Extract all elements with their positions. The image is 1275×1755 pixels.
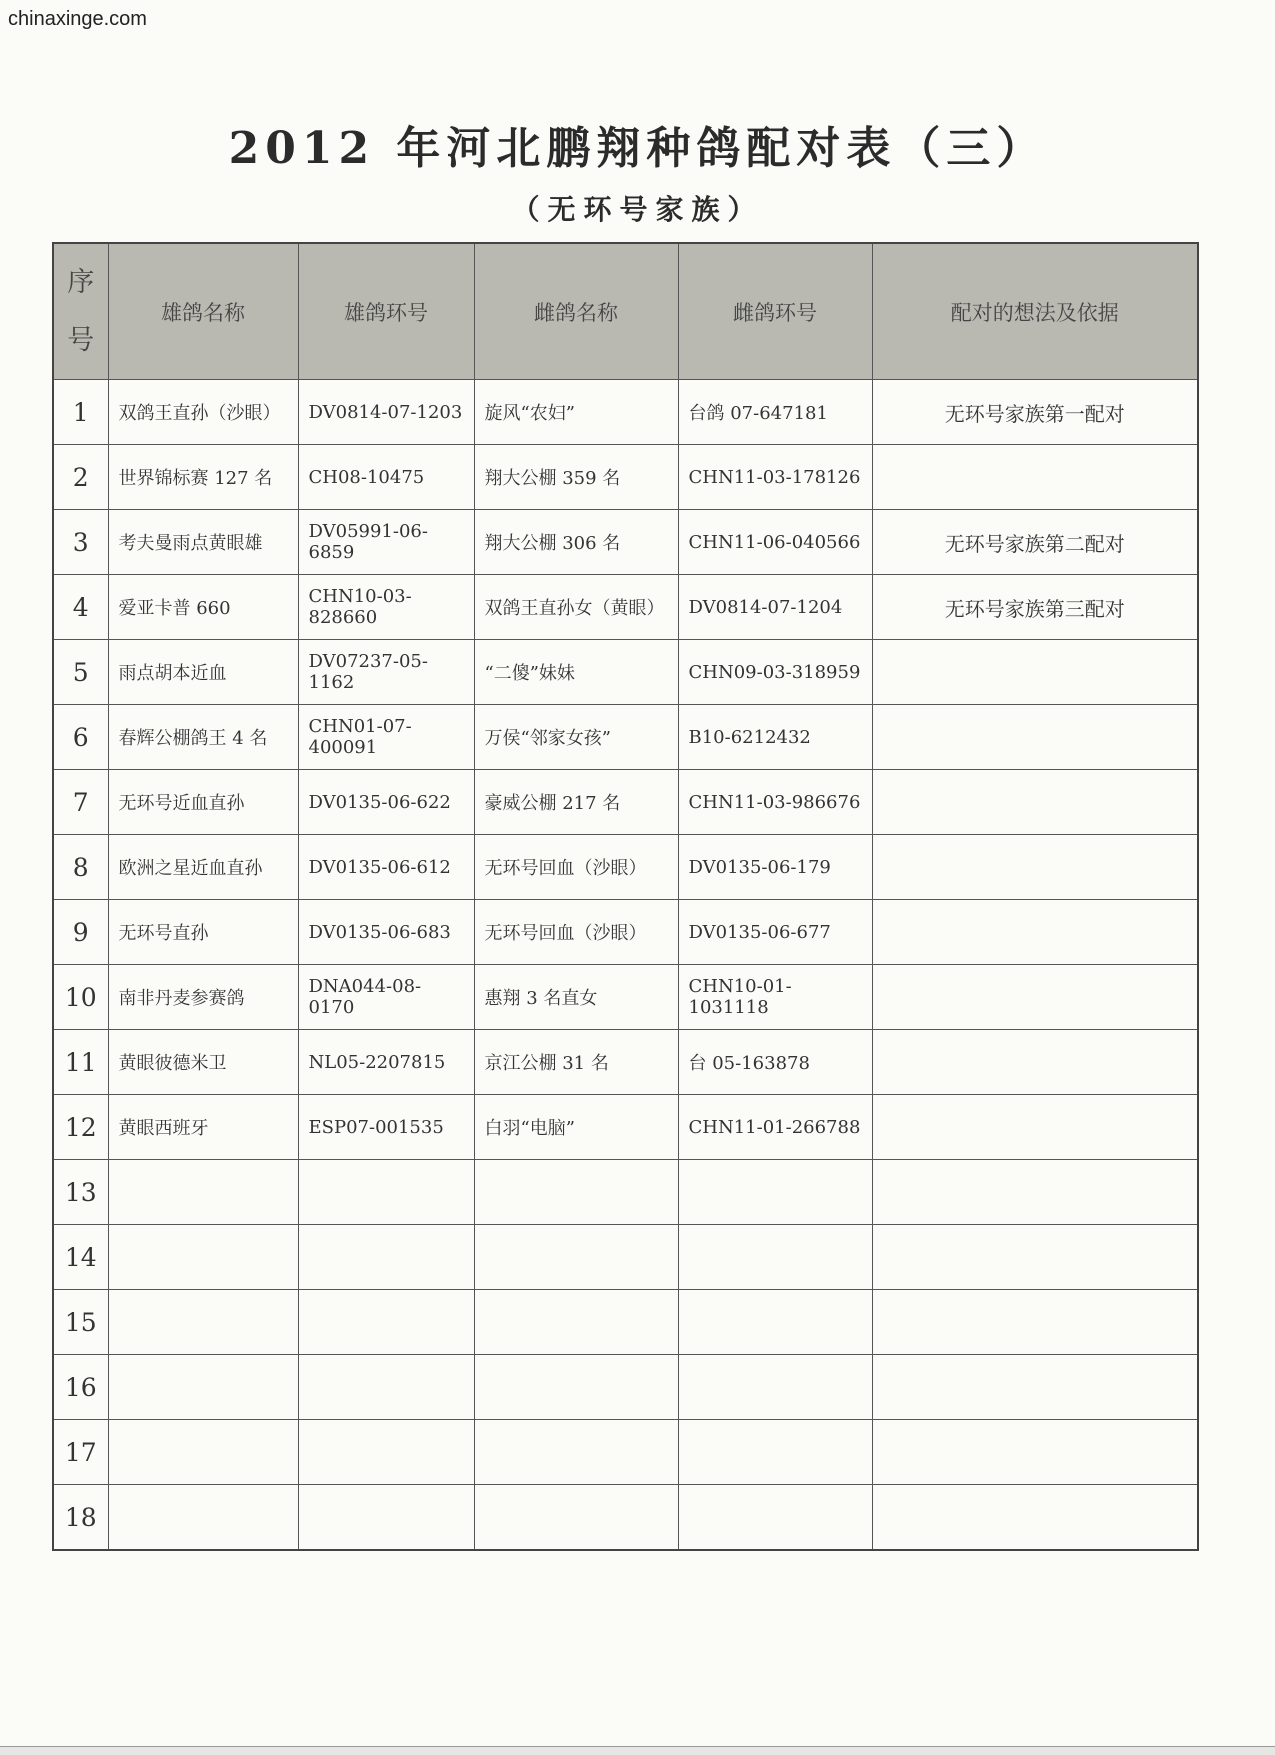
cell-male-name: 欧洲之星近血直孙 [108,835,298,900]
cell-no: 7 [53,770,108,835]
cell-male-name [108,1160,298,1225]
header-seq-bottom: 号 [67,324,95,356]
cell-female-name: 京江公棚 31 名 [474,1030,678,1095]
cell-male-ring: CH08-10475 [298,445,474,510]
cell-no: 5 [53,640,108,705]
cell-no: 4 [53,575,108,640]
table-row [53,1095,1198,1160]
cell-female-name [474,1485,678,1551]
cell-basis [872,640,1198,705]
pairing-table-container [52,242,1197,1551]
cell-female-ring: DV0814-07-1204 [678,575,872,640]
cell-female-ring [678,1225,872,1290]
cell-basis [872,445,1198,510]
header-seq [53,243,108,380]
cell-female-name: “二傻”妹妹 [474,640,678,705]
cell-basis [872,770,1198,835]
cell-female-ring [678,1355,872,1420]
cell-female-name [474,1225,678,1290]
cell-female-ring: DV0135-06-677 [678,900,872,965]
cell-no: 1 [53,380,108,445]
cell-basis [872,1225,1198,1290]
cell-male-name [108,1355,298,1420]
table-row [53,965,1198,1030]
cell-no: 15 [53,1290,108,1355]
cell-male-ring: CHN01-07-400091 [298,705,474,770]
table-row [53,835,1198,900]
header-basis: 配对的想法及依据 [872,243,1198,380]
cell-female-name: 翔大公棚 359 名 [474,445,678,510]
header-female-name: 雌鸽名称 [474,243,678,380]
cell-male-ring: DV0814-07-1203 [298,380,474,445]
cell-female-name [474,1355,678,1420]
cell-male-ring: NL05-2207815 [298,1030,474,1095]
cell-no: 14 [53,1225,108,1290]
cell-basis [872,1030,1198,1095]
cell-female-name: 无环号回血（沙眼） [474,835,678,900]
cell-no: 13 [53,1160,108,1225]
cell-male-name: 无环号近血直孙 [108,770,298,835]
table-row [53,510,1198,575]
cell-female-name [474,1420,678,1485]
cell-female-ring: 台鸽 07-647181 [678,380,872,445]
table-row [53,1485,1198,1551]
cell-basis: 无环号家族第一配对 [872,380,1198,445]
table-header-row [53,243,1198,380]
page-subtitle: （无环号家族） [511,193,764,226]
cell-female-ring: CHN11-03-986676 [678,770,872,835]
cell-female-name: 白羽“电脑” [474,1095,678,1160]
cell-female-name [474,1160,678,1225]
table-row [53,380,1198,445]
cell-male-name [108,1485,298,1551]
cell-no: 8 [53,835,108,900]
cell-no: 16 [53,1355,108,1420]
cell-male-name: 双鸽王直孙（沙眼） [108,380,298,445]
table-row [53,575,1198,640]
cell-female-ring: CHN11-03-178126 [678,445,872,510]
cell-male-name: 春辉公棚鸽王 4 名 [108,705,298,770]
cell-male-name: 考夫曼雨点黄眼雄 [108,510,298,575]
header-female-ring: 雌鸽环号 [678,243,872,380]
cell-male-ring: CHN10-03-828660 [298,575,474,640]
cell-male-ring [298,1485,474,1551]
table-row [53,770,1198,835]
header-male-name: 雄鸽名称 [108,243,298,380]
cell-female-ring [678,1160,872,1225]
table-row [53,1290,1198,1355]
cell-basis [872,835,1198,900]
cell-male-name: 无环号直孙 [108,900,298,965]
cell-male-name: 世界锦标赛 127 名 [108,445,298,510]
cell-basis [872,1355,1198,1420]
cell-female-name: 无环号回血（沙眼） [474,900,678,965]
cell-female-name: 豪威公棚 217 名 [474,770,678,835]
cell-male-ring [298,1225,474,1290]
cell-male-ring [298,1420,474,1485]
table-row [53,445,1198,510]
cell-no: 9 [53,900,108,965]
table-row [53,1030,1198,1095]
cell-male-ring: DV05991-06-6859 [298,510,474,575]
cell-female-ring: DV0135-06-179 [678,835,872,900]
cell-male-name [108,1420,298,1485]
table-row [53,1420,1198,1485]
cell-basis [872,1290,1198,1355]
cell-female-ring [678,1290,872,1355]
table-row [53,900,1198,965]
table-row [53,1160,1198,1225]
cell-male-ring: DV0135-06-612 [298,835,474,900]
cell-male-name: 爱亚卡普 660 [108,575,298,640]
cell-female-ring: CHN11-06-040566 [678,510,872,575]
cell-basis [872,1485,1198,1551]
cell-female-ring: CHN11-01-266788 [678,1095,872,1160]
cell-male-name: 南非丹麦参赛鸽 [108,965,298,1030]
cell-male-ring [298,1290,474,1355]
cell-female-ring: CHN09-03-318959 [678,640,872,705]
cell-female-name: 翔大公棚 306 名 [474,510,678,575]
cell-female-ring: CHN10-01-1031118 [678,965,872,1030]
table-row [53,640,1198,705]
cell-female-name: 万侯“邻家女孩” [474,705,678,770]
cell-male-ring: DNA044-08-0170 [298,965,474,1030]
cell-basis [872,900,1198,965]
cell-no: 18 [53,1485,108,1551]
cell-male-name: 黄眼彼德米卫 [108,1030,298,1095]
cell-male-ring: DV0135-06-622 [298,770,474,835]
pairing-table [52,242,1199,1551]
table-row [53,1225,1198,1290]
cell-no: 12 [53,1095,108,1160]
cell-male-name [108,1290,298,1355]
cell-basis [872,1095,1198,1160]
cell-basis [872,965,1198,1030]
cell-female-name: 双鸽王直孙女（黄眼） [474,575,678,640]
cell-no: 10 [53,965,108,1030]
cell-basis [872,1420,1198,1485]
cell-basis: 无环号家族第三配对 [872,575,1198,640]
cell-male-ring [298,1160,474,1225]
cell-male-ring: DV0135-06-683 [298,900,474,965]
cell-male-name: 雨点胡本近血 [108,640,298,705]
cell-male-name [108,1225,298,1290]
cell-no: 11 [53,1030,108,1095]
cell-female-ring: B10-6212432 [678,705,872,770]
cell-female-name: 惠翔 3 名直女 [474,965,678,1030]
table-row [53,705,1198,770]
cell-male-ring: DV07237-05-1162 [298,640,474,705]
cell-male-name: 黄眼西班牙 [108,1095,298,1160]
cell-female-name: 旋风“农妇” [474,380,678,445]
page-title: 2012 年河北鹏翔种鸽配对表（三） [228,123,1047,174]
cell-basis: 无环号家族第二配对 [872,510,1198,575]
cell-basis [872,705,1198,770]
cell-no: 6 [53,705,108,770]
cell-no: 2 [53,445,108,510]
site-watermark: chinaxinge.com [8,8,147,30]
cell-no: 3 [53,510,108,575]
header-male-ring: 雄鸽环号 [298,243,474,380]
scan-edge [0,1746,1275,1755]
cell-female-name [474,1290,678,1355]
cell-no: 17 [53,1420,108,1485]
cell-female-ring [678,1485,872,1551]
cell-basis [872,1160,1198,1225]
header-seq-top: 序 [67,266,95,298]
cell-female-ring [678,1420,872,1485]
cell-female-ring: 台 05-163878 [678,1030,872,1095]
table-row [53,1355,1198,1420]
cell-male-ring: ESP07-001535 [298,1095,474,1160]
cell-male-ring [298,1355,474,1420]
